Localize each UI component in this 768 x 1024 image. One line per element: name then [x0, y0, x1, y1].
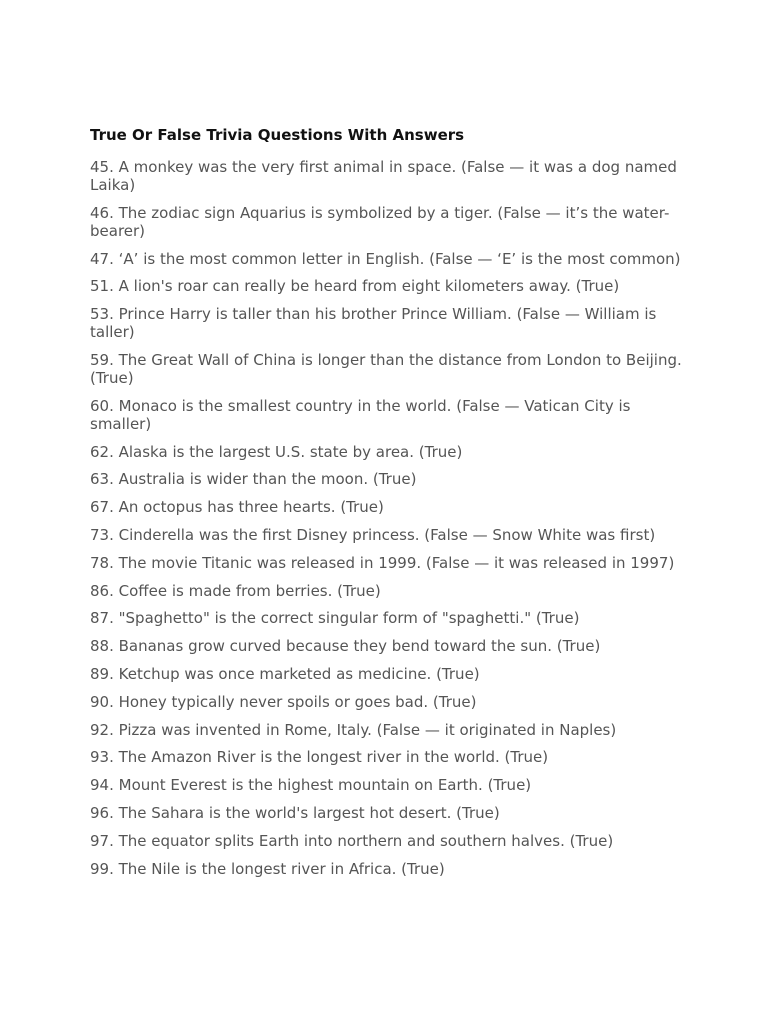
trivia-item: 78. The movie Titanic was released in 1999. (False — it was released in 1997)	[90, 553, 675, 572]
trivia-item: 63. Australia is wider than the moon. (True)	[90, 470, 417, 489]
trivia-item: 62. Alaska is the largest U.S. state by area. (True)	[90, 442, 463, 461]
trivia-item: 67. An octopus has three hearts. (True)	[90, 498, 384, 517]
trivia-item: 59. The Great Wall of China is longer than the distance from London to Beijing. (True)	[90, 350, 682, 387]
trivia-item: 46. The zodiac sign Aquarius is symbolized by a tiger. (False — it’s the water-bearer)	[90, 203, 670, 240]
trivia-item: 97. The equator splits Earth into northern and southern halves. (True)	[90, 831, 614, 850]
document-page	[90, 126, 682, 887]
trivia-item: 86. Coffee is made from berries. (True)	[90, 581, 381, 600]
document-title: True Or False Trivia Questions With Answers	[90, 126, 465, 144]
trivia-item: 99. The Nile is the longest river in Africa. (True)	[90, 859, 445, 878]
trivia-item: 92. Pizza was invented in Rome, Italy. (False — it originated in Naples)	[90, 720, 617, 739]
trivia-item: 45. A monkey was the very first animal in space. (False — it was a dog named Laika)	[90, 158, 677, 194]
trivia-item: 88. Bananas grow curved because they bend toward the sun. (True)	[90, 637, 601, 656]
trivia-item: 94. Mount Everest is the highest mountain on Earth. (True)	[90, 776, 532, 795]
trivia-item: 73. Cinderella was the first Disney princess. (False — Snow White was first)	[90, 525, 656, 544]
trivia-item: 47. ‘A’ is the most common letter in English. (False — ‘E’ is the most common)	[90, 249, 681, 268]
trivia-item: 60. Monaco is the smallest country in the world. (False — Vatican City is smaller)	[90, 396, 631, 433]
trivia-item: 51. A lion's roar can really be heard from eight kilometers away. (True)	[90, 277, 620, 296]
trivia-item: 53. Prince Harry is taller than his brother Prince William. (False — William is taller)	[90, 305, 657, 342]
trivia-item: 89. Ketchup was once marketed as medicine. (True)	[90, 664, 480, 683]
trivia-list	[90, 158, 682, 878]
trivia-item: 87. "Spaghetto" is the correct singular form of "spaghetti." (True)	[90, 609, 580, 628]
trivia-item: 90. Honey typically never spoils or goes bad. (True)	[90, 692, 477, 711]
trivia-item: 93. The Amazon River is the longest river in the world. (True)	[90, 748, 549, 767]
trivia-item: 96. The Sahara is the world's largest hot desert. (True)	[90, 803, 500, 822]
